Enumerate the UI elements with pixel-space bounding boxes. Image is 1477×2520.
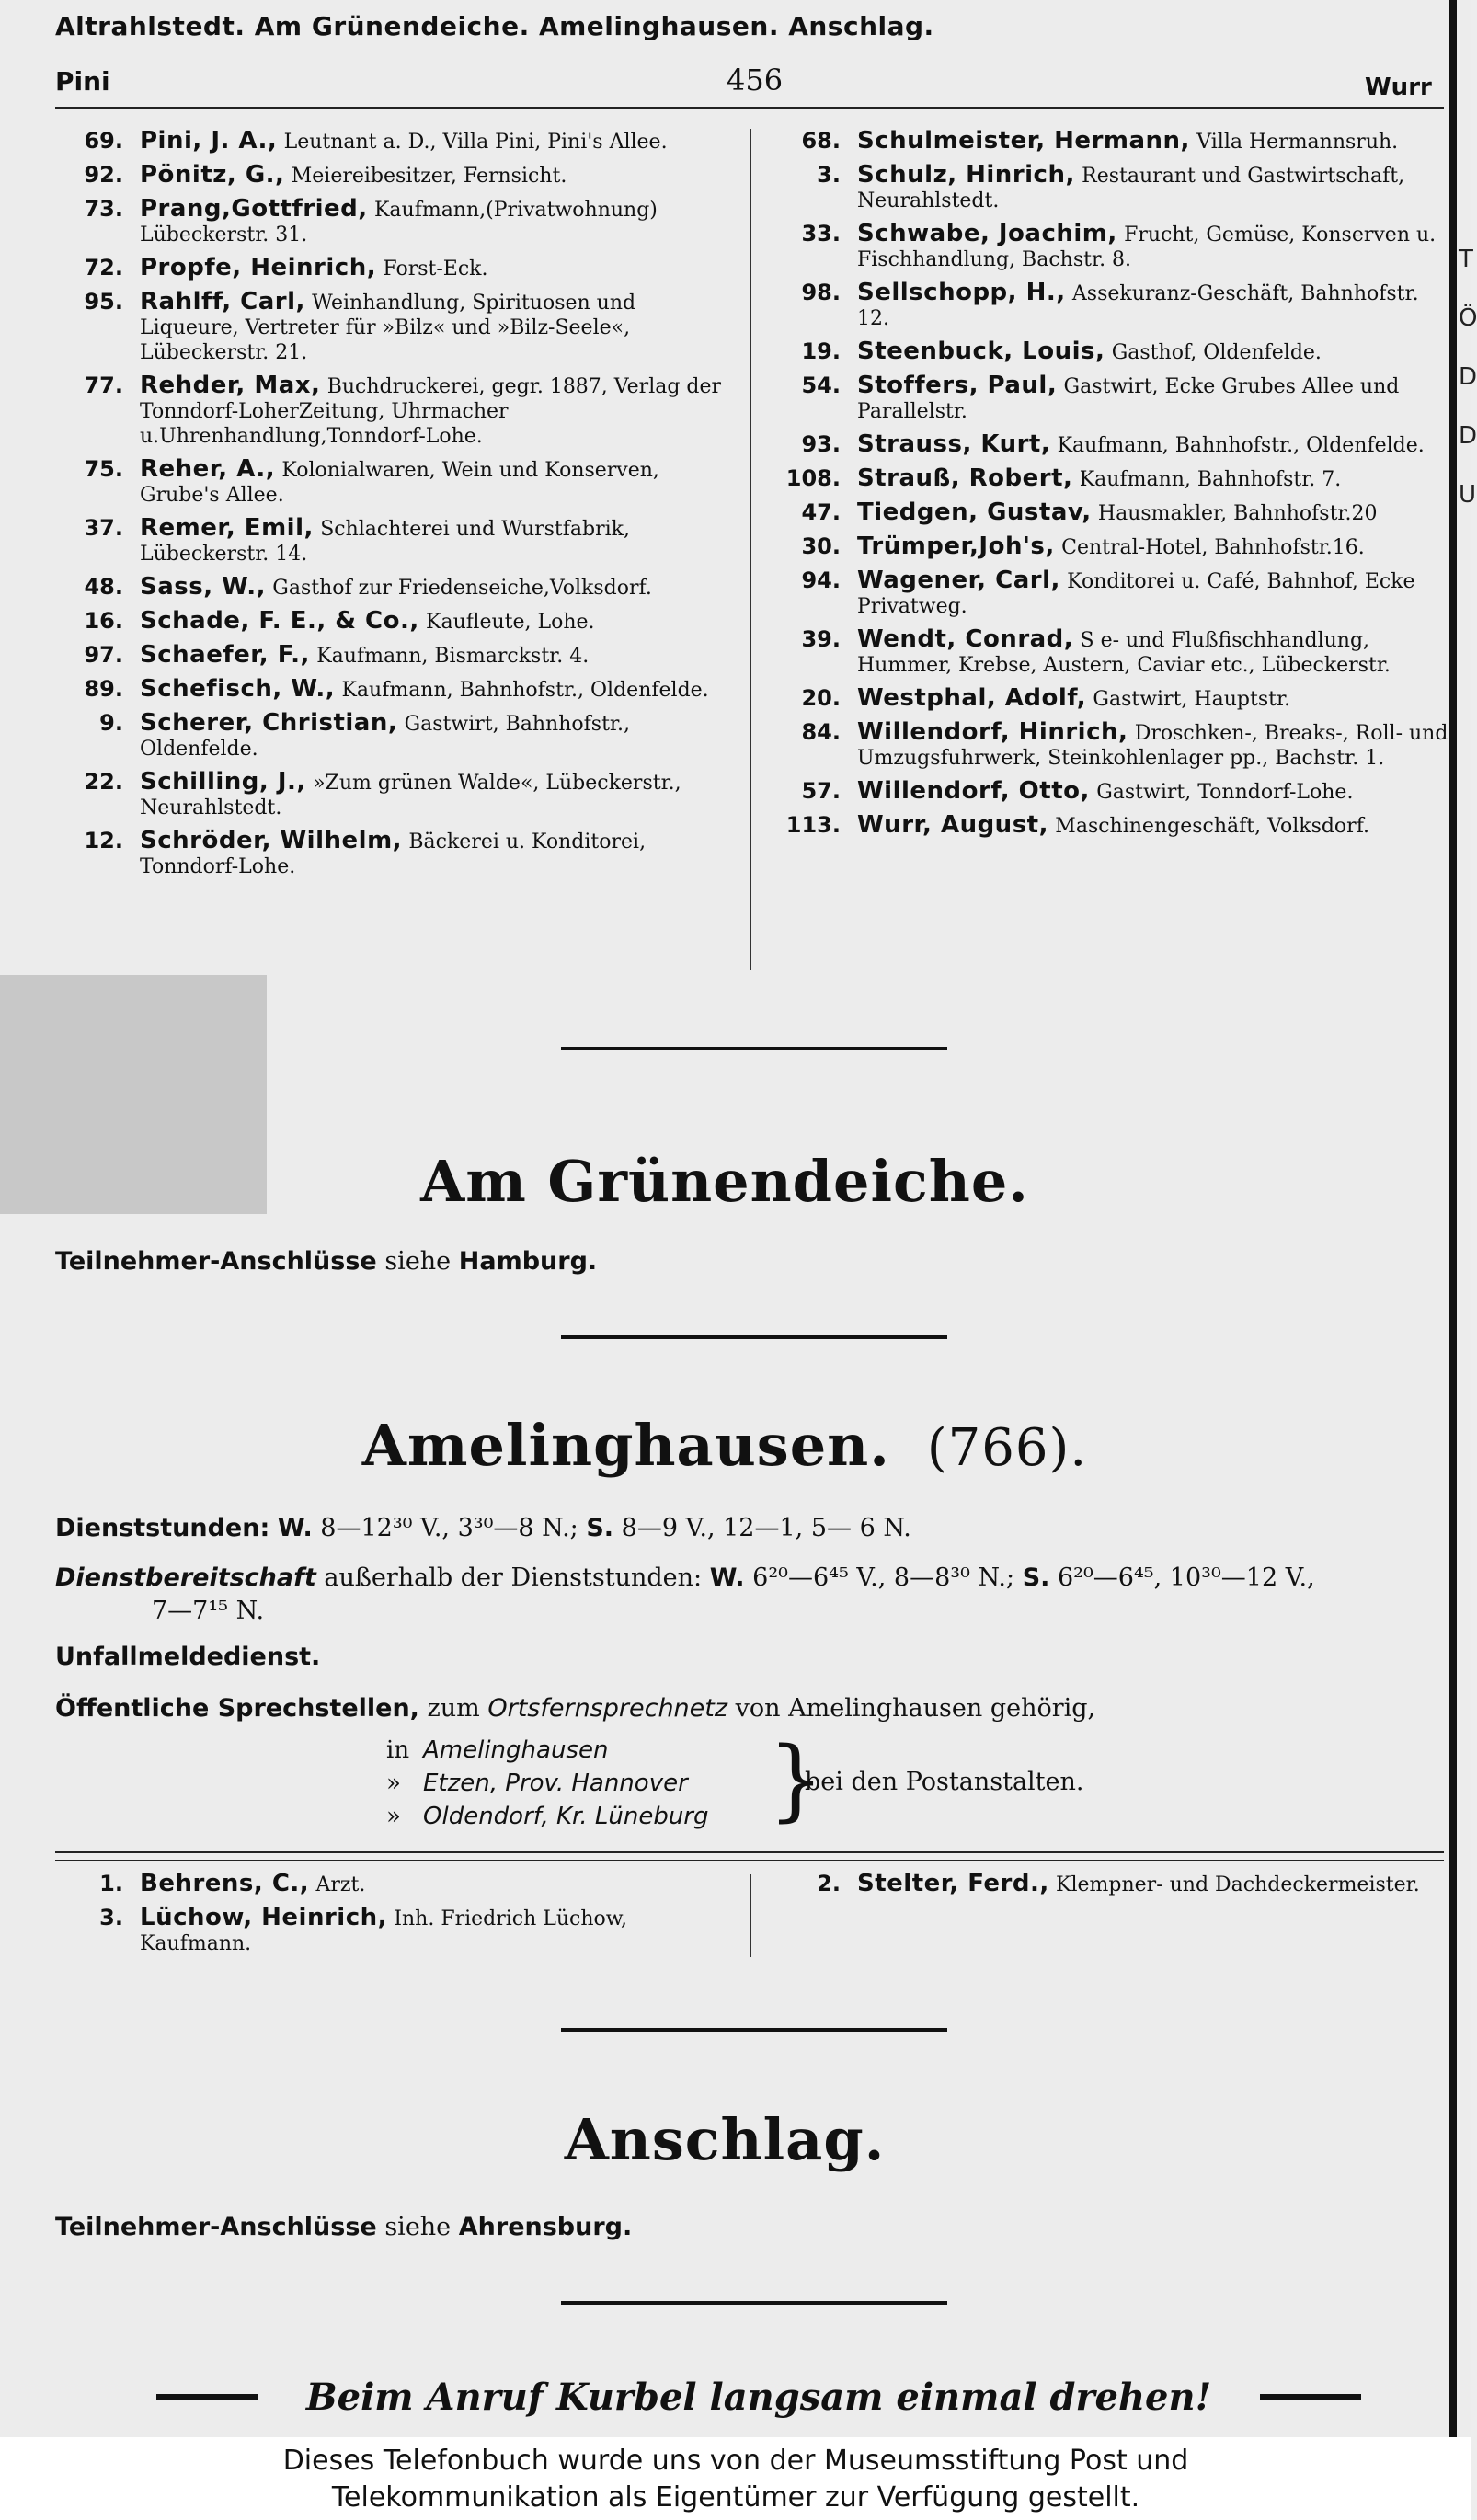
subscriber-description: S e- und Flußfischhandlung, Hummer, Krebse, Austern, Caviar etc., Lübeckerstr. xyxy=(857,629,1391,677)
head-left-guide-word: Pini xyxy=(55,66,110,97)
subscriber-description: Kaufleute, Lohe. xyxy=(426,611,595,634)
weekday-hours: 8—12³⁰ V., 3³⁰—8 N.; xyxy=(320,1514,578,1542)
section-separator xyxy=(561,2028,947,2032)
subscriber-number: 69. xyxy=(84,128,123,154)
subscriber-number: 54. xyxy=(801,372,841,398)
entry-text xyxy=(140,1872,736,1897)
subscriber-name: Schefisch, W., xyxy=(140,675,336,703)
section-title-text: Amelinghausen. xyxy=(361,1412,890,1479)
double-rule xyxy=(55,1851,1444,1861)
subscriber-number: 98. xyxy=(801,280,841,305)
public-stations-text: zum xyxy=(427,1694,480,1723)
entry-text xyxy=(857,779,1449,805)
public-stations-text: von Amelinghausen gehörig, xyxy=(735,1694,1096,1723)
subscriber-number: 47. xyxy=(801,499,841,525)
subscriber-description: Buchdruckerei, gegr. 1887, Verlag der Tonndorf-LoherZeitung, Uhrmacher u.Uhrenhandlung,Tonndorf-Lohe. xyxy=(140,375,722,448)
subscriber-name: Reher, A., xyxy=(140,455,276,483)
amelinghausen-left-column xyxy=(55,1872,736,1964)
directory-entry xyxy=(55,290,736,365)
section-title-am-gruenendeiche: Am Grünendeiche. xyxy=(420,1148,1029,1215)
subscriber-description: Restaurant und Gastwirtschaft, Neurahlstedt. xyxy=(857,165,1405,212)
note-connector: siehe xyxy=(384,1247,452,1276)
entry-text xyxy=(857,432,1449,458)
accident-service: Unfallmeldedienst. xyxy=(55,1643,321,1671)
directory-entry xyxy=(773,568,1449,619)
subscriber-name: Tiedgen, Gustav, xyxy=(857,498,1092,526)
subscriber-name: Schade, F. E., & Co., xyxy=(140,607,419,635)
subscriber-name: Schwabe, Joachim, xyxy=(857,220,1117,247)
directory-entry xyxy=(773,129,1449,155)
subscriber-name: Wagener, Carl, xyxy=(857,567,1060,594)
subscriber-description: »Zum grünen Walde«, Lübeckerstr., Neurahlstedt. xyxy=(140,772,681,819)
weekday-marker: W. xyxy=(709,1564,745,1592)
directory-entry xyxy=(773,813,1449,839)
subscriber-description: Droschken-, Breaks-, Roll- und Umzugsfuhrwerk, Steinkohlenlager pp., Bachstr. 1. xyxy=(857,722,1448,770)
subscriber-description: Kaufmann, Bahnhofstr., Oldenfelde. xyxy=(1057,434,1425,457)
subscriber-name: Remer, Emil, xyxy=(140,514,314,542)
head-right-guide-word: Wurr xyxy=(1365,74,1432,101)
subscriber-number: 95. xyxy=(84,289,123,315)
subscriber-description: Bäckerei u. Konditorei, Tonndorf-Lohe. xyxy=(140,830,647,878)
subscriber-name: Sass, W., xyxy=(140,573,266,601)
subscriber-number: 72. xyxy=(84,255,123,281)
weekday-hours: 6²⁰—6⁴⁵ V., 8—8³⁰ N.; xyxy=(752,1564,1015,1592)
station-name: Etzen, Prov. Hannover xyxy=(423,1770,688,1797)
subscriber-description: Maschinengeschäft, Volksdorf. xyxy=(1055,815,1370,838)
subscriber-number: 22. xyxy=(84,769,123,795)
subscriber-name: Strauß, Robert, xyxy=(857,464,1073,492)
header-rule xyxy=(55,107,1444,109)
subscriber-number: 9. xyxy=(99,710,123,736)
subscriber-number: 48. xyxy=(84,574,123,600)
subscriber-number: 84. xyxy=(801,719,841,745)
subscriber-description: Kaufmann,(Privatwohnung) Lübeckerstr. 31. xyxy=(140,199,658,246)
subscriber-number: 16. xyxy=(84,608,123,634)
adjacent-page-letters xyxy=(1459,230,1477,524)
subscriber-number: 57. xyxy=(801,778,841,804)
entry-text xyxy=(140,643,736,669)
subscriber-description: Forst-Eck. xyxy=(383,258,488,281)
amelinghausen-right-column xyxy=(773,1872,1449,1906)
altrahlstedt-left-column xyxy=(55,129,736,888)
subscriber-description: Gastwirt, Hauptstr. xyxy=(1093,688,1291,711)
subscriber-name: Willendorf, Hinrich, xyxy=(857,718,1128,746)
directory-entry xyxy=(773,500,1449,526)
directory-entry xyxy=(773,1872,1449,1897)
altrahlstedt-right-column xyxy=(773,129,1449,847)
local-network: Ortsfernsprechnetz xyxy=(487,1694,728,1723)
running-head: Altrahlstedt. Am Grünendeiche. Amelinghausen. Anschlag. xyxy=(55,11,934,41)
entry-text xyxy=(857,373,1449,424)
subscriber-description: Leutnant a. D., Villa Pini, Pini's Allee. xyxy=(283,131,668,154)
subscriber-number: 93. xyxy=(801,431,841,457)
subscriber-name: Stoffers, Paul, xyxy=(857,372,1058,399)
subscriber-description: Central-Hotel, Bahnhofstr.16. xyxy=(1061,536,1365,559)
directory-entry xyxy=(55,770,736,820)
subscriber-name: Scherer, Christian, xyxy=(140,709,398,737)
section-title-anschlag: Anschlag. xyxy=(564,2106,886,2173)
subscriber-name: Westphal, Adolf, xyxy=(857,684,1087,712)
entry-text xyxy=(857,1872,1449,1897)
directory-entry xyxy=(55,457,736,508)
subscriber-description: Inh. Friedrich Lüchow, Kaufmann. xyxy=(140,1907,628,1955)
subscriber-number: 77. xyxy=(84,372,123,398)
entry-text xyxy=(857,163,1449,213)
subscriber-name: Behrens, C., xyxy=(140,1870,310,1897)
subscriber-description: Gastwirt, Bahnhofstr., Oldenfelde. xyxy=(140,713,630,761)
subscriber-name: Propfe, Heinrich, xyxy=(140,254,377,281)
subscriber-name: Schilling, J., xyxy=(140,768,306,796)
footer-motto: Beim Anruf Kurbel langsam einmal drehen! xyxy=(305,2376,1212,2419)
weekday-marker: W. xyxy=(277,1514,313,1542)
note-label: Teilnehmer-Anschlüsse xyxy=(55,1247,377,1276)
caption-line: Telekommunikation als Eigentümer zur Verfügung gestellt. xyxy=(331,2481,1140,2514)
column-divider xyxy=(750,129,751,970)
sunday-marker: S. xyxy=(586,1514,614,1542)
subscriber-number: 73. xyxy=(84,196,123,222)
entry-text xyxy=(140,373,736,449)
directory-entry xyxy=(55,516,736,567)
subscriber-name: Schulmeister, Hermann, xyxy=(857,127,1190,155)
subscriber-description: Weinhandlung, Spirituosen und Liqueure, Vertreter für »Bilz« und »Bilz-Seele«, Lübeckerstr. 21. xyxy=(140,292,636,364)
subscriber-number: 113. xyxy=(785,812,841,838)
standby-label: Dienstbereitschaft xyxy=(55,1564,316,1592)
entry-text xyxy=(857,222,1449,272)
subscriber-description: Klempner- und Dachdeckermeister. xyxy=(1056,1873,1420,1896)
entry-text xyxy=(857,500,1449,526)
curly-brace-icon: } xyxy=(768,1728,825,1831)
directory-entry xyxy=(55,129,736,155)
adjacent-letter: D xyxy=(1459,363,1477,391)
subscriber-number: 12. xyxy=(84,828,123,853)
entry-text xyxy=(857,627,1449,678)
subscriber-name: Stelter, Ferd., xyxy=(857,1870,1049,1897)
public-stations-label: Öffentliche Sprechstellen, xyxy=(55,1694,419,1723)
directory-entry xyxy=(55,163,736,189)
subscriber-name: Willendorf, Otto, xyxy=(857,777,1090,805)
directory-entry xyxy=(773,163,1449,213)
subscriber-number: 33. xyxy=(801,221,841,246)
subscriber-number: 108. xyxy=(785,465,841,491)
note-target: Ahrensburg. xyxy=(458,2213,633,2241)
office-hours-label: Dienststunden: xyxy=(55,1514,270,1542)
subscriber-name: Lüchow, Heinrich, xyxy=(140,1904,387,1931)
standby-hours-line xyxy=(55,1564,1315,1592)
directory-entry xyxy=(773,686,1449,712)
section-separator xyxy=(561,1335,947,1339)
subscriber-number: 19. xyxy=(801,338,841,364)
station-name: Oldendorf, Kr. Lüneburg xyxy=(423,1803,709,1830)
subscriber-description: Gasthof zur Friedenseiche,Volksdorf. xyxy=(272,577,652,600)
entry-text xyxy=(140,1906,736,1956)
station-item xyxy=(386,1767,709,1800)
station-item xyxy=(386,1734,709,1767)
directory-entry xyxy=(773,720,1449,771)
entry-text xyxy=(140,256,736,281)
directory-entry xyxy=(773,534,1449,560)
section-title-amelinghausen xyxy=(0,1412,1449,1479)
entry-text xyxy=(140,197,736,247)
entry-text xyxy=(140,575,736,601)
note-connector: siehe xyxy=(384,2213,452,2241)
entry-text xyxy=(857,568,1449,619)
subscriber-name: Rahlff, Carl, xyxy=(140,288,305,315)
sunday-hours: 6²⁰—6⁴⁵, 10³⁰—12 V., xyxy=(1057,1564,1315,1592)
section-separator xyxy=(561,1047,947,1050)
motto-rule-right xyxy=(1260,2394,1361,2400)
subscriber-number: 2. xyxy=(817,1871,841,1896)
subscriber-name: Schaefer, F., xyxy=(140,641,310,669)
subscriber-description: Gastwirt, Tonndorf-Lohe. xyxy=(1096,781,1354,804)
exchange-code: (766). xyxy=(926,1418,1088,1478)
directory-entry xyxy=(773,222,1449,272)
archive-caption xyxy=(0,2437,1471,2520)
subscriber-description: Gastwirt, Ecke Grubes Allee und Parallelstr. xyxy=(857,375,1400,423)
directory-entry xyxy=(55,609,736,635)
directory-entry xyxy=(55,256,736,281)
subscriber-name: Rehder, Max, xyxy=(140,372,321,399)
subscriber-name: Prang,Gottfried, xyxy=(140,195,368,223)
standby-hours-continuation: 7—7¹⁵ N. xyxy=(152,1597,265,1625)
entry-text xyxy=(140,711,736,762)
subscriber-name: Schröder, Wilhelm, xyxy=(140,827,403,854)
directory-entry xyxy=(55,677,736,703)
directory-entry xyxy=(55,643,736,669)
column-divider xyxy=(750,1874,751,1957)
entry-text xyxy=(857,281,1449,331)
station-name: Amelinghausen xyxy=(423,1736,609,1764)
standby-qualifier: außerhalb der Dienststunden: xyxy=(324,1564,703,1592)
directory-entry xyxy=(773,432,1449,458)
subscriber-number: 1. xyxy=(99,1871,123,1896)
station-prefix: in xyxy=(386,1736,410,1764)
subscriber-number: 92. xyxy=(84,162,123,188)
entry-text xyxy=(140,129,736,155)
station-item xyxy=(386,1800,709,1833)
station-prefix: » xyxy=(386,1803,401,1830)
note-label: Teilnehmer-Anschlüsse xyxy=(55,2213,377,2241)
subscriber-number: 89. xyxy=(84,676,123,702)
entry-text xyxy=(857,534,1449,560)
subscriber-number: 68. xyxy=(801,128,841,154)
subscriber-number: 94. xyxy=(801,567,841,593)
page-number: 456 xyxy=(727,63,784,97)
entry-text xyxy=(857,129,1449,155)
public-stations-list xyxy=(386,1734,709,1833)
entry-text xyxy=(140,516,736,567)
station-prefix: » xyxy=(386,1770,401,1797)
adjacent-letter: Ö xyxy=(1459,304,1477,332)
adjacent-letter: D xyxy=(1459,422,1477,450)
entry-text xyxy=(140,677,736,703)
subscriber-number: 37. xyxy=(84,515,123,541)
subscriber-number: 75. xyxy=(84,456,123,482)
entry-text xyxy=(140,770,736,820)
subscriber-name: Strauss, Kurt, xyxy=(857,430,1051,458)
public-stations-line xyxy=(55,1694,1095,1723)
entry-text xyxy=(857,466,1449,492)
subscriber-description: Hausmakler, Bahnhofstr.20 xyxy=(1097,502,1378,525)
entry-text xyxy=(140,290,736,365)
directory-entry xyxy=(55,1906,736,1956)
subscriber-name: Wurr, August, xyxy=(857,811,1048,839)
subscriber-number: 3. xyxy=(99,1905,123,1930)
subscriber-name: Pini, J. A., xyxy=(140,127,278,155)
subscriber-description: Villa Hermannsruh. xyxy=(1196,131,1399,154)
subscriber-description: Kaufmann, Bahnhofstr., Oldenfelde. xyxy=(341,679,709,702)
subscriber-name: Trümper,Joh's, xyxy=(857,533,1055,560)
subscriber-description: Kaufmann, Bahnhofstr. 7. xyxy=(1079,468,1342,491)
entry-text xyxy=(857,686,1449,712)
subscriber-number: 97. xyxy=(84,642,123,668)
page-edge-rule xyxy=(1449,0,1457,2437)
brace-text: bei den Postanstalten. xyxy=(805,1768,1084,1796)
entry-text xyxy=(140,829,736,879)
directory-entry xyxy=(773,466,1449,492)
subscriber-number: 39. xyxy=(801,626,841,652)
entry-text xyxy=(857,339,1449,365)
subscriber-description: Assekuranz-Geschäft, Bahnhofstr. 12. xyxy=(857,282,1419,330)
entry-text xyxy=(140,457,736,508)
subscriber-number: 3. xyxy=(817,162,841,188)
caption-line: Dieses Telefonbuch wurde uns von der Museumsstiftung Post und xyxy=(282,2445,1189,2477)
subscriber-name: Pönitz, G., xyxy=(140,161,285,189)
adjacent-letter: T xyxy=(1459,246,1473,273)
directory-entry xyxy=(55,1872,736,1897)
subscriber-description: Meiereibesitzer, Fernsicht. xyxy=(291,165,567,188)
subscriber-description: Frucht, Gemüse, Konserven u. Fischhandlung, Bachstr. 8. xyxy=(857,223,1437,271)
subscriber-name: Steenbuck, Louis, xyxy=(857,338,1105,365)
subscriber-name: Schulz, Hinrich, xyxy=(857,161,1075,189)
subscriber-description: Kolonialwaren, Wein und Konserven, Grube's Allee. xyxy=(140,459,659,507)
subscriber-number: 20. xyxy=(801,685,841,711)
directory-entry xyxy=(55,829,736,879)
entry-text xyxy=(857,813,1449,839)
subscriber-number: 30. xyxy=(801,533,841,559)
anschlag-note xyxy=(55,2213,632,2241)
subscriber-description: Gasthof, Oldenfelde. xyxy=(1111,341,1322,364)
subscriber-name: Sellschopp, H., xyxy=(857,279,1066,306)
directory-entry xyxy=(55,197,736,247)
directory-entry xyxy=(773,627,1449,678)
note-target: Hamburg. xyxy=(458,1247,598,1276)
directory-entry xyxy=(55,575,736,601)
directory-entry xyxy=(773,373,1449,424)
entry-text xyxy=(857,720,1449,771)
sunday-hours: 8—9 V., 12—1, 5— 6 N. xyxy=(621,1514,911,1542)
directory-entry xyxy=(773,339,1449,365)
directory-entry xyxy=(55,711,736,762)
sunday-marker: S. xyxy=(1022,1564,1050,1592)
am-gruenendeiche-note xyxy=(55,1247,597,1276)
subscriber-description: Arzt. xyxy=(315,1873,366,1896)
adjacent-letter: U xyxy=(1459,481,1477,509)
entry-text xyxy=(140,609,736,635)
section-separator xyxy=(561,2301,947,2305)
directory-entry xyxy=(773,281,1449,331)
subscriber-description: Schlachterei und Wurstfabrik, Lübeckerstr. 14. xyxy=(140,518,630,566)
office-hours-line xyxy=(55,1514,911,1542)
subscriber-description: Konditorei u. Café, Bahnhof, Ecke Privatweg. xyxy=(857,570,1415,618)
directory-entry xyxy=(55,373,736,449)
entry-text xyxy=(140,163,736,189)
directory-entry xyxy=(773,779,1449,805)
subscriber-description: Kaufmann, Bismarckstr. 4. xyxy=(316,645,590,668)
subscriber-name: Wendt, Conrad, xyxy=(857,625,1074,653)
